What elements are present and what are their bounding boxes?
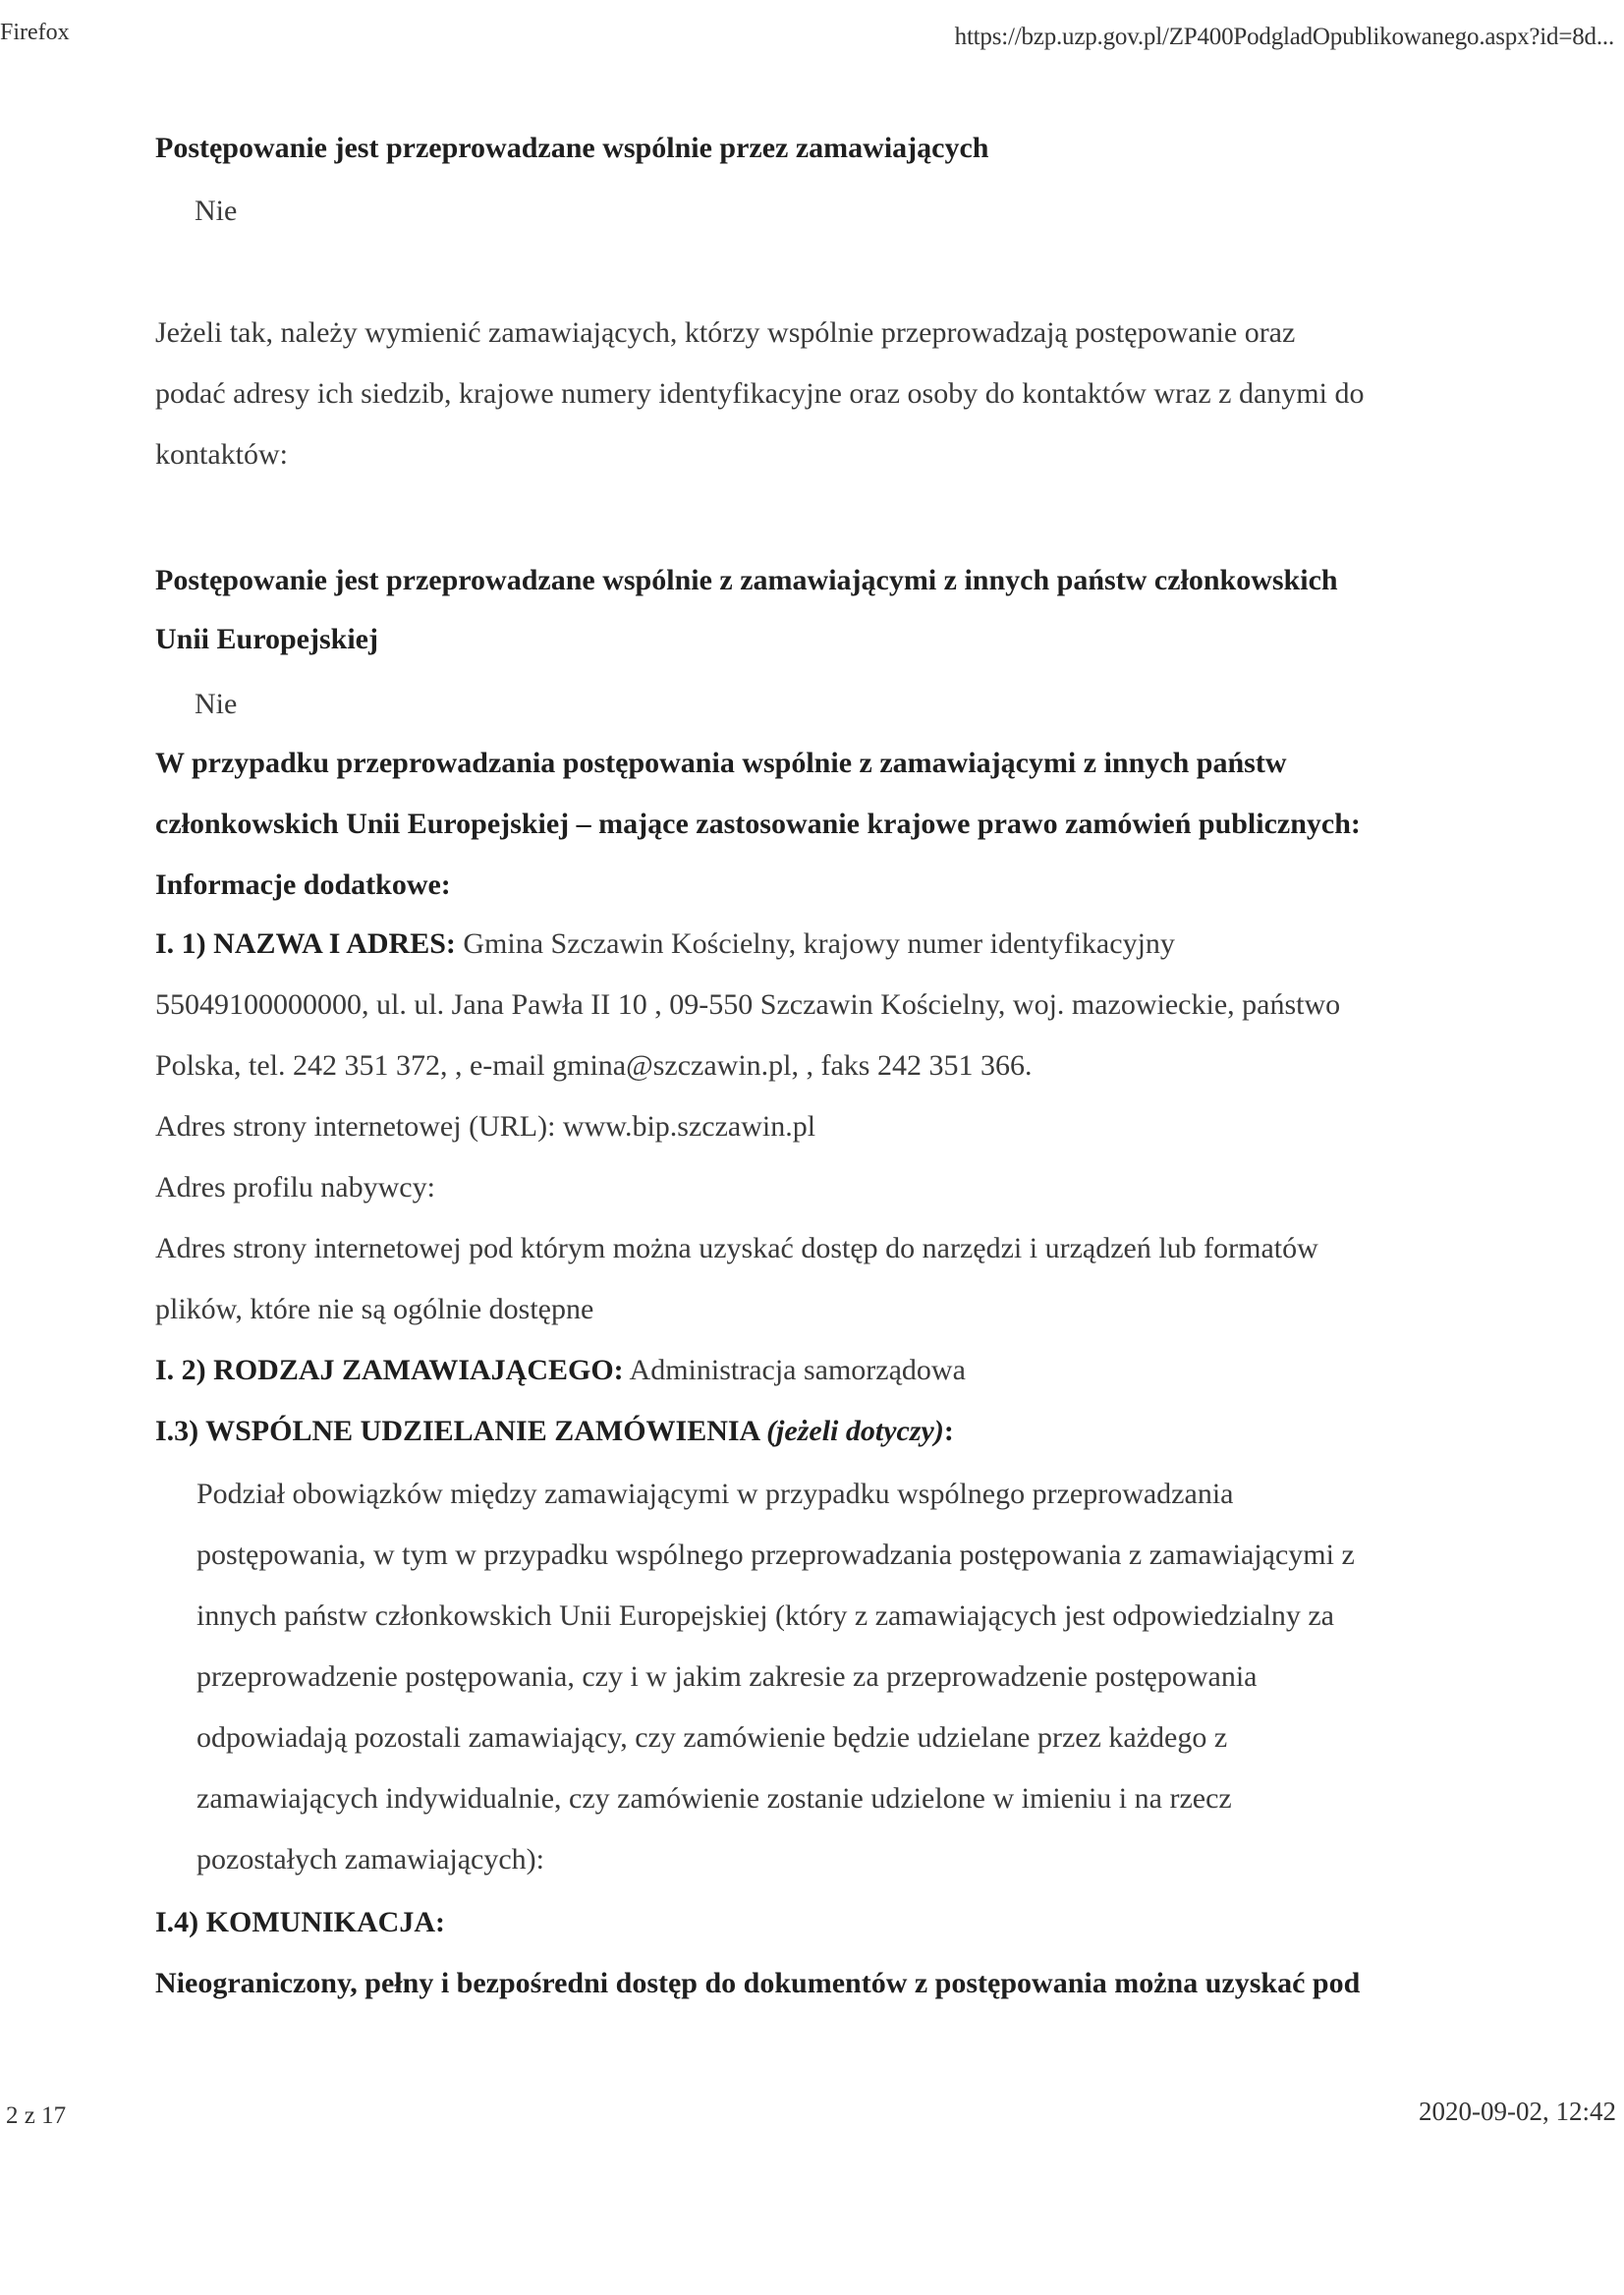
- i3-label: I.3) WSPÓLNE UDZIELANIE ZAMÓWIENIA: [155, 1415, 767, 1447]
- i3-text-line: odpowiadają pozostali zamawiający, czy zamówienie będzie udzielane przez każdego z: [196, 1721, 1228, 1754]
- q3-answer: Nie: [195, 688, 238, 720]
- i1-buyer-profile: Adres profilu nabywcy:: [155, 1171, 435, 1203]
- browser-name: Firefox: [0, 20, 70, 45]
- q3-title-line: Unii Europejskiej: [155, 623, 378, 655]
- i3-text-line: postępowania, w tym w przypadku wspólnego przeprowadzania postępowania z zamawiającymi z: [196, 1539, 1355, 1571]
- i1-value: Gmina Szczawin Kościelny, krajowy numer identyfikacyjny: [455, 927, 1175, 960]
- i4-label: I.4) KOMUNIKACJA:: [155, 1906, 445, 1938]
- page-url: https://bzp.uzp.gov.pl/ZP400PodgladOpublikowanego.aspx?id=8d...: [954, 24, 1614, 50]
- q2-text-line: kontaktów:: [155, 438, 288, 471]
- i2-line: [155, 1354, 966, 1387]
- q1-title: Postępowanie jest przeprowadzane wspólnie przez zamawiających: [155, 132, 989, 164]
- i4-text-line: Nieograniczony, pełny i bezpośredni dostęp do dokumentów z postępowania można uzyskać pod: [155, 1967, 1361, 1999]
- print-datetime: 2020-09-02, 12:42: [1419, 2097, 1616, 2126]
- i1-line: 55049100000000, ul. ul. Jana Pawła II 10 , 09-550 Szczawin Kościelny, woj. mazowieckie, państwo: [155, 988, 1341, 1021]
- i3-text-line: przeprowadzenie postępowania, czy i w jakim zakresie za przeprowadzenie postępowania: [196, 1660, 1258, 1693]
- i1-label: I. 1) NAZWA I ADRES:: [155, 927, 456, 960]
- i1-line: plików, które nie są ogólnie dostępne: [155, 1293, 594, 1325]
- i1-line: Polska, tel. 242 351 372, , e-mail gmina@szczawin.pl, , faks 242 351 366.: [155, 1049, 1033, 1082]
- i3-text-line: zamawiających indywidualnie, czy zamówienie zostanie udzielone w imieniu i na rzecz: [196, 1782, 1232, 1815]
- i1-url: Adres strony internetowej (URL): www.bip.szczawin.pl: [155, 1110, 816, 1143]
- i3-text-line: pozostałych zamawiających):: [196, 1843, 544, 1875]
- i3-text-line: Podział obowiązków między zamawiającymi w przypadku wspólnego przeprowadzania: [196, 1478, 1234, 1510]
- q1-answer: Nie: [195, 195, 238, 227]
- info-label: Informacje dodatkowe:: [155, 868, 451, 901]
- i3-italic-note: (jeżeli dotyczy): [766, 1415, 944, 1447]
- q3-title-line: Postępowanie jest przeprowadzane wspólnie z zamawiającymi z innych państw członkowskich: [155, 564, 1338, 596]
- i2-value: Administracja samorządowa: [623, 1354, 966, 1386]
- i1-line: [155, 927, 1175, 961]
- q2-text-line: podać adresy ich siedzib, krajowe numery identyfikacyjne oraz osoby do kontaktów wraz z danymi do: [155, 377, 1365, 410]
- i3-colon: :: [943, 1415, 954, 1447]
- i3-text-line: innych państw członkowskich Unii Europejskiej (który z zamawiających jest odpowiedzialny za: [196, 1599, 1334, 1632]
- i1-line: Adres strony internetowej pod którym można uzyskać dostęp do narzędzi i urządzeń lub formatów: [155, 1232, 1318, 1264]
- i3-heading: [155, 1415, 954, 1448]
- q2-text-line: Jeżeli tak, należy wymienić zamawiających, którzy wspólnie przeprowadzają postępowanie oraz: [155, 316, 1296, 349]
- page-number: 2 z 17: [6, 2102, 67, 2129]
- i2-label: I. 2) RODZAJ ZAMAWIAJĄCEGO:: [155, 1354, 624, 1386]
- q4-title-line: członkowskich Unii Europejskiej – mające zastosowanie krajowe prawo zamówień publicznych:: [155, 808, 1361, 840]
- q4-title-line: W przypadku przeprowadzania postępowania wspólnie z zamawiającymi z innych państw: [155, 747, 1287, 779]
